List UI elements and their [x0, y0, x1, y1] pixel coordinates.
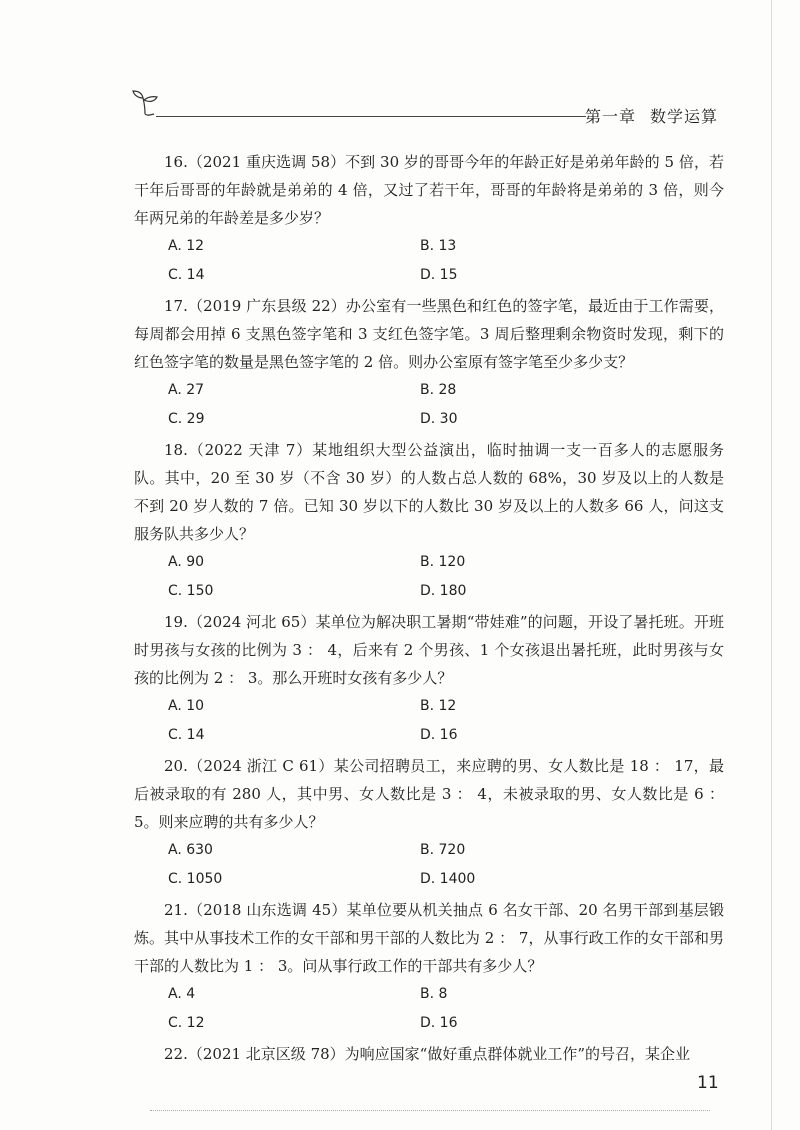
question-list	[134, 148, 724, 1068]
option-a: A. 4	[168, 986, 196, 1002]
option-a: A. 90	[168, 554, 205, 570]
question-19: 19.（2024 河北 65）某单位为解决职工暑期“带娃难”的问题，开设了暑托班。开班时男孩与女孩的比例为 3 ： 4，后来有 2 个男孩、1 个女孩退出暑托班，此时男孩与女孩的比例为 2 ： 3。那么开班时女孩有多少人？	[134, 613, 724, 687]
options-row	[134, 405, 724, 434]
question-20: 20.（2024 浙江 C 61）某公司招聘员工，来应聘的男、女人数比是 18 ： 17，最后被录取的有 280 人，其中男、女人数比是 3 ： 4，未被录取的男、女人数比是 6 ： 5。则来应聘的共有多少人？	[134, 757, 724, 831]
option-d: D. 1400	[420, 871, 476, 887]
options-row	[134, 548, 724, 577]
question-18: 18.（2022 天津 7）某地组织大型公益演出，临时抽调一支一百多人的志愿服务队。其中，20 至 30 岁（不含 30 岁）的人数占总人数的 68%，30 岁及以上的人数是不到 20 岁人数的 7 倍。已知 30 岁以下的人数比 30 岁及以上的人数多 66 人，问这支服务队共多少人？	[134, 441, 724, 543]
option-d: D. 16	[420, 727, 458, 743]
option-b: B. 8	[420, 986, 448, 1002]
option-a: A. 10	[168, 698, 205, 714]
option-b: B. 13	[420, 238, 457, 254]
option-c: C. 14	[168, 727, 205, 743]
option-b: B. 12	[420, 698, 457, 714]
option-b: B. 120	[420, 554, 466, 570]
question-21: 21.（2018 山东选调 45）某单位要从机关抽点 6 名女干部、20 名男干部到基层锻炼。其中从事技术工作的女干部和男干部的人数比为 2 ： 7，从事行政工作的女干部和男干部的人数比为 1 ： 3。问从事行政工作的干部共有多少人？	[134, 901, 724, 975]
option-a: A. 27	[168, 382, 205, 398]
option-d: D. 180	[420, 583, 467, 599]
options-row	[134, 836, 724, 865]
chapter-number: 第一章	[584, 107, 636, 126]
options-row	[134, 1009, 724, 1038]
option-c: C. 150	[168, 583, 214, 599]
option-d: D. 30	[420, 411, 458, 427]
running-header	[120, 82, 720, 126]
header-divider	[156, 116, 586, 117]
options-row	[134, 721, 724, 750]
chapter-heading	[585, 104, 718, 127]
options-row	[134, 232, 724, 261]
options-row	[134, 692, 724, 721]
option-d: D. 16	[420, 1015, 458, 1031]
question-16: 16.（2021 重庆选调 58）不到 30 岁的哥哥今年的年龄正好是弟弟年龄的 5 倍，若干年后哥哥的年龄就是弟弟的 4 倍，又过了若干年，哥哥的年龄将是弟弟的 3 倍，则今年两兄弟的年龄差是多少岁？	[134, 153, 724, 227]
option-c: C. 14	[168, 267, 205, 283]
option-d: D. 15	[420, 267, 458, 283]
option-a: A. 630	[168, 842, 213, 858]
option-c: C. 1050	[168, 871, 223, 887]
sprout-icon	[130, 88, 160, 116]
scan-edge-line	[771, 0, 772, 1130]
scan-bottom-noise	[150, 1110, 710, 1112]
options-row	[134, 865, 724, 894]
option-c: C. 12	[168, 1015, 205, 1031]
question-17: 17.（2019 广东县级 22）办公室有一些黑色和红色的签字笔，最近由于工作需要，每周都会用掉 6 支黑色签字笔和 3 支红色签字笔。3 周后整理剩余物资时发现，剩下的红色签字笔的数量是黑色签字笔的 2 倍。则办公室原有签字笔至少多少支？	[134, 297, 724, 371]
options-row	[134, 376, 724, 405]
chapter-title: 数学运算	[649, 107, 718, 126]
page-number: 11	[697, 1073, 719, 1093]
options-row	[134, 980, 724, 1009]
option-a: A. 12	[168, 238, 205, 254]
question-22: 22.（2021 北京区级 78）为响应国家“做好重点群体就业工作”的号召，某企业	[164, 1045, 690, 1063]
option-c: C. 29	[168, 411, 205, 427]
options-row	[134, 261, 724, 290]
options-row	[134, 577, 724, 606]
option-b: B. 720	[420, 842, 466, 858]
option-b: B. 28	[420, 382, 457, 398]
